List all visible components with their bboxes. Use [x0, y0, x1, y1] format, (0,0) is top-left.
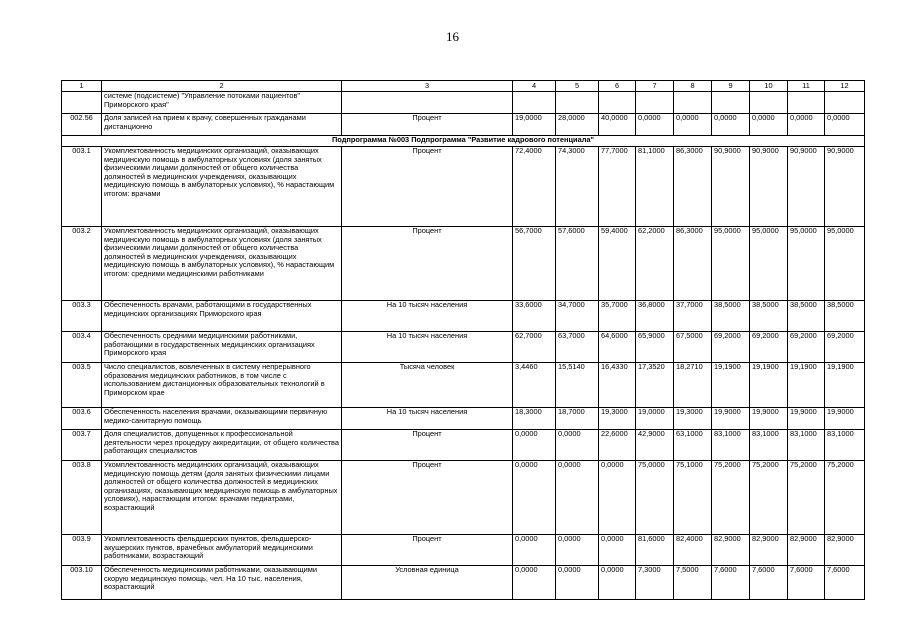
indicator-value: 19,0000	[513, 114, 556, 136]
indicator-value: 0,0000	[599, 566, 636, 600]
indicator-value	[750, 92, 788, 114]
indicator-value: 0,0000	[788, 114, 825, 136]
indicator-value: 86,3000	[674, 227, 712, 301]
indicator-code: 003.9	[62, 535, 102, 566]
indicator-value: 75,0000	[636, 461, 674, 535]
indicator-value: 0,0000	[513, 566, 556, 600]
indicator-value: 7,6000	[788, 566, 825, 600]
indicator-value: 7,5000	[674, 566, 712, 600]
column-number: 3	[342, 81, 513, 92]
indicator-value: 18,2710	[674, 363, 712, 408]
column-number: 10	[750, 81, 788, 92]
indicator-value: 56,7000	[513, 227, 556, 301]
indicator-value: 0,0000	[513, 461, 556, 535]
indicator-value: 69,2000	[712, 332, 750, 363]
indicator-value: 7,6000	[712, 566, 750, 600]
indicator-unit: Условная единица	[342, 566, 513, 600]
indicator-value: 75,1000	[674, 461, 712, 535]
indicator-name: системе (подсистеме) "Управление потоками пациентов" Приморского края"	[102, 92, 342, 114]
indicator-code: 003.4	[62, 332, 102, 363]
indicator-value: 83,1000	[750, 430, 788, 461]
indicator-value: 0,0000	[556, 535, 599, 566]
indicator-value: 69,2000	[825, 332, 865, 363]
column-number: 1	[62, 81, 102, 92]
indicator-unit: На 10 тысяч населения	[342, 408, 513, 430]
indicator-value: 19,0000	[636, 408, 674, 430]
table-row	[62, 92, 865, 114]
indicator-name: Доля специалистов, допущенных к профессиональной деятельности через процедуру аккредитации, от общего количества работающих специалистов	[102, 430, 342, 461]
indicator-name: Доля записей на прием к врачу, совершенных гражданами дистанционно	[102, 114, 342, 136]
table-body	[62, 81, 865, 600]
indicator-value: 90,9000	[788, 147, 825, 227]
indicator-name: Обеспеченность медицинскими работниками, оказывающими скорую медицинскую помощь, чел. На 10 тыс. населения, возрастающий	[102, 566, 342, 600]
indicator-value: 7,6000	[750, 566, 788, 600]
table-row	[62, 461, 865, 535]
table-row	[62, 363, 865, 408]
indicator-value: 42,9000	[636, 430, 674, 461]
indicator-unit: Процент	[342, 114, 513, 136]
indicator-value: 3,4460	[513, 363, 556, 408]
indicator-name: Обеспеченность врачами, работающими в государственных медицинских организациях Приморского края	[102, 301, 342, 332]
indicator-value: 28,0000	[556, 114, 599, 136]
indicator-name: Обеспеченность населения врачами, оказывающими первичную медико-санитарную помощь	[102, 408, 342, 430]
table-row	[62, 430, 865, 461]
column-number: 8	[674, 81, 712, 92]
indicator-value: 19,9000	[788, 408, 825, 430]
indicator-value: 15,5140	[556, 363, 599, 408]
indicator-value	[513, 92, 556, 114]
indicator-value: 38,5000	[712, 301, 750, 332]
indicator-value: 19,3000	[599, 408, 636, 430]
indicator-unit	[342, 92, 513, 114]
indicator-unit: Процент	[342, 227, 513, 301]
indicator-value	[599, 92, 636, 114]
indicator-value: 19,1900	[825, 363, 865, 408]
indicator-value: 81,1000	[636, 147, 674, 227]
indicator-code: 002.56	[62, 114, 102, 136]
indicator-value: 75,2000	[825, 461, 865, 535]
indicator-value: 19,9000	[825, 408, 865, 430]
indicator-code: 003.2	[62, 227, 102, 301]
indicator-value: 0,0000	[825, 114, 865, 136]
column-number: 12	[825, 81, 865, 92]
indicator-unit: Процент	[342, 461, 513, 535]
indicator-value: 65,9000	[636, 332, 674, 363]
indicator-value: 72,4000	[513, 147, 556, 227]
table-row	[62, 301, 865, 332]
indicator-code: 003.5	[62, 363, 102, 408]
indicator-unit: Тысяча человек	[342, 363, 513, 408]
indicator-value: 77,7000	[599, 147, 636, 227]
indicator-unit: На 10 тысяч населения	[342, 301, 513, 332]
indicator-value: 82,9000	[712, 535, 750, 566]
indicator-code: 003.1	[62, 147, 102, 227]
indicator-name: Укомплектованность медицинских организаций, оказывающих медицинскую помощь детям (доля занятых физическими лицами должностей от общего количества должностей в медицинских организациях, оказывающих медицинскую помощь в амбулаторных условиях), нарастающим итогом: врачами педиатрами, возрастающий	[102, 461, 342, 535]
indicator-value: 90,9000	[825, 147, 865, 227]
column-number: 11	[788, 81, 825, 92]
indicator-name: Укомплектованность фельдшерских пунктов, фельдшерско-акушерских пунктов, врачебных амбулаторий медицинскими работниками, возрастающий	[102, 535, 342, 566]
column-number: 5	[556, 81, 599, 92]
indicator-value: 75,2000	[750, 461, 788, 535]
table-row	[62, 408, 865, 430]
table-row	[62, 566, 865, 600]
indicator-value: 63,7000	[556, 332, 599, 363]
indicator-value: 0,0000	[513, 430, 556, 461]
column-number-row	[62, 81, 865, 92]
indicator-value: 74,3000	[556, 147, 599, 227]
indicator-value: 82,4000	[674, 535, 712, 566]
page-number: 16	[446, 29, 459, 44]
indicator-value: 0,0000	[556, 430, 599, 461]
column-number: 2	[102, 81, 342, 92]
indicator-unit: Процент	[342, 147, 513, 227]
indicator-value	[712, 92, 750, 114]
indicator-code: 003.6	[62, 408, 102, 430]
indicator-value: 0,0000	[556, 461, 599, 535]
indicator-name: Число специалистов, вовлеченных в систему непрерывного образования медицинских работников, в том числе с использованием дистанционных образовательных технологий в Приморском крае	[102, 363, 342, 408]
indicator-value: 19,1900	[788, 363, 825, 408]
indicator-value: 0,0000	[556, 566, 599, 600]
indicator-value: 95,0000	[750, 227, 788, 301]
indicator-value: 0,0000	[636, 114, 674, 136]
indicator-unit: На 10 тысяч населения	[342, 332, 513, 363]
indicator-value: 7,3000	[636, 566, 674, 600]
table-row	[62, 227, 865, 301]
indicator-value: 67,5000	[674, 332, 712, 363]
indicator-value: 86,3000	[674, 147, 712, 227]
indicator-value: 82,9000	[825, 535, 865, 566]
indicator-value	[674, 92, 712, 114]
indicator-value: 0,0000	[513, 535, 556, 566]
indicator-value: 95,0000	[788, 227, 825, 301]
indicator-unit: Процент	[342, 430, 513, 461]
indicator-value: 83,1000	[825, 430, 865, 461]
indicator-value: 0,0000	[750, 114, 788, 136]
column-number: 7	[636, 81, 674, 92]
indicator-value: 95,0000	[712, 227, 750, 301]
indicator-value: 69,2000	[788, 332, 825, 363]
indicator-value: 90,9000	[712, 147, 750, 227]
indicator-name: Укомплектованность медицинских организаций, оказывающих медицинскую помощь в амбулаторных условиях (доля занятых физическими лицами должностей от общего количества должностей в медицинских учреждениях, оказывающих медицинскую помощь в амбулаторных условиях), % нарастающим итогом: врачами	[102, 147, 342, 227]
indicator-value: 38,5000	[825, 301, 865, 332]
indicator-value: 69,2000	[750, 332, 788, 363]
indicator-value: 34,7000	[556, 301, 599, 332]
indicator-code: 003.10	[62, 566, 102, 600]
indicator-code: 003.7	[62, 430, 102, 461]
table-row	[62, 147, 865, 227]
indicator-code	[62, 92, 102, 114]
indicator-value: 16,4330	[599, 363, 636, 408]
indicator-name: Обеспеченность средними медицинскими работниками, работающими в государственных медицинских организациях Приморского края	[102, 332, 342, 363]
indicator-code: 003.8	[62, 461, 102, 535]
indicator-value	[788, 92, 825, 114]
subprogram-title: Подпрограмма №003 Подпрограмма "Развитие кадрового потенциала"	[62, 136, 865, 147]
indicator-value: 82,9000	[750, 535, 788, 566]
table-row	[62, 114, 865, 136]
indicator-value: 35,7000	[599, 301, 636, 332]
indicator-value: 19,9000	[750, 408, 788, 430]
indicator-value: 62,7000	[513, 332, 556, 363]
indicator-value: 37,7000	[674, 301, 712, 332]
indicator-value: 19,3000	[674, 408, 712, 430]
indicator-value: 63,1000	[674, 430, 712, 461]
indicator-value: 7,6000	[825, 566, 865, 600]
indicator-value: 59,4000	[599, 227, 636, 301]
column-number: 4	[513, 81, 556, 92]
indicator-value: 38,5000	[750, 301, 788, 332]
indicator-value: 90,9000	[750, 147, 788, 227]
indicator-value: 75,2000	[788, 461, 825, 535]
indicator-value	[636, 92, 674, 114]
subprogram-heading-row	[62, 136, 865, 147]
indicator-value: 22,6000	[599, 430, 636, 461]
indicator-value: 83,1000	[788, 430, 825, 461]
indicator-value: 0,0000	[599, 535, 636, 566]
indicator-value: 95,0000	[825, 227, 865, 301]
indicator-value: 75,2000	[712, 461, 750, 535]
indicator-value: 36,8000	[636, 301, 674, 332]
table-row	[62, 332, 865, 363]
indicator-value	[556, 92, 599, 114]
indicator-value: 18,3000	[513, 408, 556, 430]
indicators-table	[61, 80, 865, 600]
indicator-value: 40,0000	[599, 114, 636, 136]
indicator-value	[825, 92, 865, 114]
column-number: 9	[712, 81, 750, 92]
indicator-value: 81,6000	[636, 535, 674, 566]
indicator-value: 64,6000	[599, 332, 636, 363]
table-row	[62, 535, 865, 566]
indicator-value: 0,0000	[712, 114, 750, 136]
indicator-value: 38,5000	[788, 301, 825, 332]
indicator-value: 19,1900	[712, 363, 750, 408]
indicator-code: 003.3	[62, 301, 102, 332]
indicator-value: 18,7000	[556, 408, 599, 430]
indicator-value: 17,3520	[636, 363, 674, 408]
column-number: 6	[599, 81, 636, 92]
indicator-unit: Процент	[342, 535, 513, 566]
indicator-value: 57,6000	[556, 227, 599, 301]
indicator-value: 0,0000	[599, 461, 636, 535]
indicator-value: 19,1900	[750, 363, 788, 408]
indicator-value: 19,9000	[712, 408, 750, 430]
indicator-value: 33,6000	[513, 301, 556, 332]
indicator-name: Укомплектованность медицинских организаций, оказывающих медицинскую помощь в амбулаторных условиях (доля занятых физическими лицами должностей от общего количества должностей в медицинских учреждениях, оказывающих медицинскую помощь в амбулаторных условиях), % нарастающим итогом: средними медицинскими работниками	[102, 227, 342, 301]
indicator-value: 83,1000	[712, 430, 750, 461]
indicator-value: 0,0000	[674, 114, 712, 136]
indicator-value: 82,9000	[788, 535, 825, 566]
indicator-value: 62,2000	[636, 227, 674, 301]
